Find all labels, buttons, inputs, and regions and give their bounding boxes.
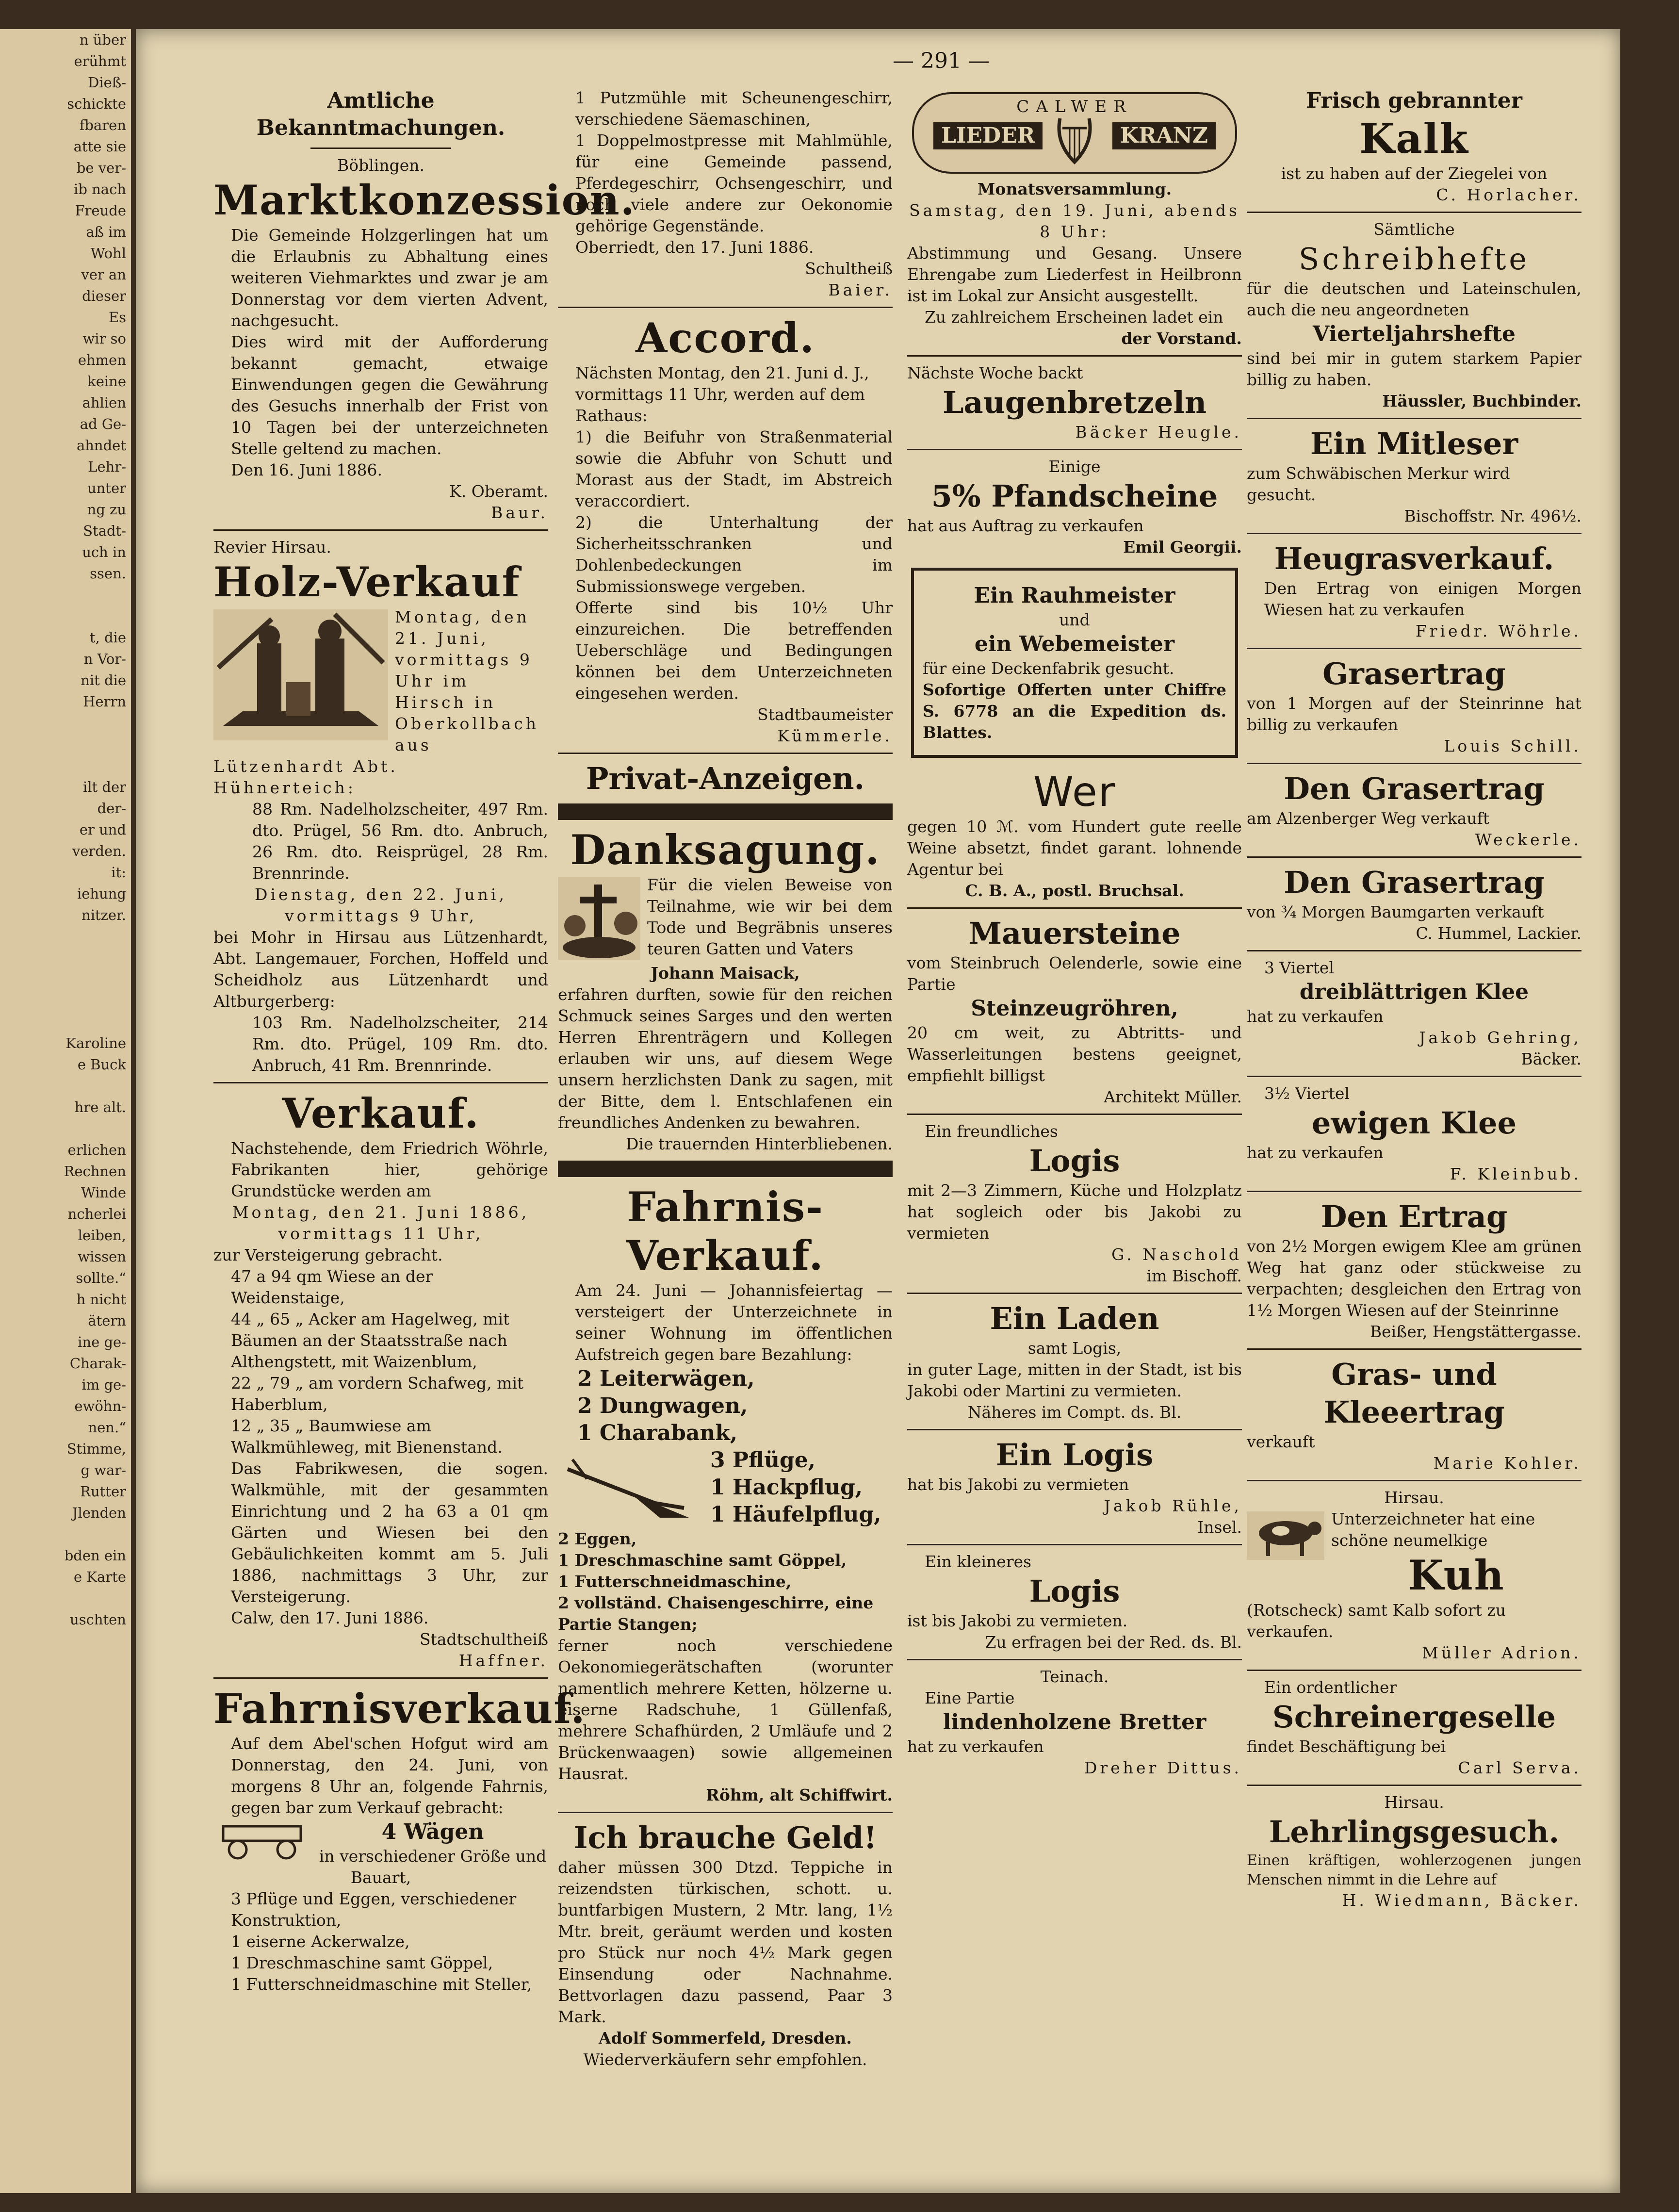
mauer-text: vom Steinbruch Oelenderle, sowie eine Partie (907, 953, 1242, 994)
markt-text-1: Die Gemeinde Holzgerlingen hat um die Erlaubnis zu Abhaltung eines weiteren Viehmarktes und zwar je am Donnerstag vor dem vierten Advent, nachgesucht. (231, 226, 548, 330)
ad-title-logis-3: Logis (1029, 1573, 1120, 1609)
left-fragment-line (0, 734, 131, 755)
verkauf-text: Nachstehende, dem Friedrich Wöhrle, Fabrikanten hier, gehörige Grundstücke werden am (231, 1139, 548, 1200)
left-fragment-line: ad Ge- (80, 416, 126, 432)
logis3-pre: Ein kleineres (925, 1552, 1032, 1571)
liederkranz-text2: Zu zahlreichem Erscheinen ladet ein (925, 308, 1223, 327)
box-title-1: Ein Rauhmeister (974, 583, 1175, 608)
holz-items: 88 Rm. Nadelholzscheiter, 497 Rm. dto. Prügel, 56 Rm. dto. Anbruch, 26 Rm. dto. Reisprügel, 28 Rm. Brennrinde. (252, 800, 548, 883)
left-fragment-line: unter (87, 480, 126, 496)
ad-title-schreinergeselle: Schreinergeselle (1272, 1699, 1556, 1735)
stein-text: 20 cm weit, zu Abtritts- und Wasserleitungen bestens geeignet, empfiehlt billigst (907, 1023, 1242, 1085)
left-fragment-line: Winde (81, 1184, 126, 1201)
markt-signature-office: K. Oberamt. (449, 482, 548, 501)
column-2 (558, 87, 893, 2070)
dank-signature: Die trauernden Hinterbliebenen. (625, 1134, 893, 1153)
heugras-text: Den Ertrag von einigen Morgen Wiesen hat zu verkaufen (1264, 579, 1581, 619)
fv-plough: 1 Häufelpflug, (710, 1502, 881, 1527)
fv-item-big: 2 Leiterwägen, (577, 1366, 755, 1391)
left-page-fragment (0, 29, 131, 2193)
klee2-text: hat zu verkaufen (1247, 1143, 1384, 1162)
gras2-text: am Alzenberger Weg verkauft (1247, 809, 1490, 828)
left-fragment-line: ib nach (74, 181, 126, 197)
kuh-signature: Müller Adrion. (1422, 1643, 1581, 1662)
holz-day2: Dienstag, den 22. Juni, vormittags 9 Uhr, (255, 885, 507, 925)
boxed-ad (911, 568, 1238, 758)
ad-title-schreibhefte: Schreibhefte (1298, 241, 1530, 277)
logo-right-text: KRANZ (1112, 122, 1216, 149)
liederkranz-title: Monatsversammlung. (977, 180, 1172, 198)
ad-title-grasertrag-1: Grasertrag (1322, 656, 1506, 691)
fahrnis-item: 1 Futterschneidmaschine mit Steller, (231, 1975, 532, 1994)
left-fragment-line: fbaren (79, 117, 126, 133)
ad-title-danksagung: Danksagung. (570, 826, 880, 874)
ad-title-lehrlingsgesuch: Lehrlingsgesuch. (1269, 1814, 1560, 1850)
left-fragment-line: nen.“ (88, 1419, 126, 1436)
fahrnis-cont-2: 1 Doppelmostpresse mit Mahlmühle, für eine Gemeinde passend, Pferdegeschirr, Ochsengeschirr, und noch viele andere zur Oekonomie gehörige Gegenstände. (575, 131, 893, 235)
fahrnis-wagons: 4 Wägen (381, 1819, 484, 1844)
left-fragment-line: keine (87, 373, 126, 390)
fahrnis-item: 1 Dreschmaschine samt Göppel, (231, 1953, 493, 1972)
left-fragment-line: e Buck (77, 1056, 126, 1073)
ad-title-klee-1: dreiblättrigen Klee (1299, 980, 1529, 1004)
left-fragment-line: der- (97, 800, 126, 817)
left-fragment-line: Charak- (69, 1355, 126, 1372)
ad-title-ertrag: Den Ertrag (1320, 1199, 1508, 1234)
ad-title-kalk-line1: Frisch gebrannter (1306, 88, 1522, 113)
left-fragment-line: Es (108, 309, 126, 326)
left-fragment-line: Wohl (90, 245, 126, 262)
newspaper-page (136, 29, 1620, 2193)
logis1-pre: Ein freundliches (925, 1122, 1058, 1141)
ad-title-klee-2: ewigen Klee (1311, 1105, 1517, 1141)
left-fragment-line: erlichen (67, 1142, 126, 1158)
left-fragment-line: Lehr- (88, 459, 126, 475)
left-fragment-line: nit die (81, 672, 126, 688)
left-fragment-line: im ge- (82, 1376, 126, 1393)
left-fragment-line: iehung (77, 885, 126, 902)
fahrnis-cont-1: 1 Putzmühle mit Scheunengeschirr, verschiedene Säemaschinen, (575, 88, 893, 129)
liederkranz-signature: der Vorstand. (1121, 329, 1242, 348)
left-fragment-line: h nicht (76, 1291, 126, 1308)
left-fragment-line (0, 1075, 131, 1097)
grave-cross-icon (558, 877, 640, 960)
left-fragment-line: t, die (89, 629, 126, 646)
markt-text-2: Dies wird mit der Aufforderung bekannt gemacht, etwaige Einwendungen gegen die Gewährung des Gesuchs innerhalb der Frist von 10 Tagen bei der unterzeichneten Stelle geltend zu machen. (231, 332, 548, 458)
dank-text2: erfahren durften, sowie für den reichen Schmuck seines Sarges und den werten Herren Ehrenträgern und Kollegen erlauben wir uns, auf diesem Wege unsern herzlichsten Dank zu sagen, mit der Bitte, dem l. Entschlafenen ein freundliches Andenken zu bewahren. (558, 985, 893, 1132)
stein-signature: Architekt Müller. (1104, 1087, 1242, 1106)
ad-title-wer: Wer (1033, 768, 1116, 816)
left-fragment-line (0, 584, 131, 606)
left-fragment-line: ahlien (82, 394, 126, 411)
logis1-text: mit 2—3 Zimmern, Küche und Holzplatz hat sogleich oder bis Jakobi zu vermieten (907, 1181, 1242, 1243)
ad-title-marktkonzession: Marktkonzession. (213, 176, 636, 224)
kalk-signature: C. Horlacher. (1436, 185, 1581, 204)
wagon-icon (213, 1821, 310, 1860)
left-fragment-line (0, 606, 131, 627)
column-4 (1247, 87, 1581, 1911)
ad-title-mitleser: Ein Mitleser (1310, 426, 1518, 461)
left-fragment-line: n Vor- (83, 651, 126, 667)
oberriedt-signature-name: Baier. (828, 280, 893, 299)
schreib-pre: Sämtliche (1373, 220, 1455, 239)
oberriedt-date: Oberriedt, den 17. Juni 1886. (575, 238, 814, 257)
left-fragment-line (0, 1524, 131, 1545)
liederkranz-date: Samstag, den 19. Juni, abends 8 Uhr: (909, 201, 1240, 241)
ad-title-pfandscheine: 5% Pfandscheine (931, 478, 1218, 514)
section-heading-private: Privat-Anzeigen. (586, 761, 865, 796)
klee2-pre: 3½ Viertel (1264, 1084, 1350, 1103)
pfand-pre: Einige (1048, 457, 1101, 476)
left-fragment-line: Jlenden (72, 1505, 126, 1521)
viertel-signature: Häussler, Buchbinder. (1382, 392, 1581, 410)
lyre-icon (1053, 114, 1096, 167)
divider-bar (558, 803, 893, 820)
dank-name: Johann Maisack, (651, 964, 800, 983)
left-fragment-line: erühmt (74, 53, 126, 69)
ad-title-mauersteine: Mauersteine (968, 916, 1181, 951)
heugras-signature: Friedr. Wöhrle. (1415, 622, 1581, 640)
left-fragment-line: uch in (82, 544, 126, 560)
schreiner-text: findet Beschäftigung bei (1247, 1737, 1446, 1756)
ertrag-text: von 2½ Morgen ewigem Klee am grünen Weg hat ganz oder stückweise zu verpachten; desgleichen den Ertrag von 1½ Morgen Wiesen auf der Steinrinne (1247, 1237, 1581, 1320)
left-fragment-line: ncherlei (67, 1206, 126, 1222)
left-fragment-line (0, 1118, 131, 1139)
left-fragment-line: hre alt. (74, 1099, 126, 1115)
fahrnis-sub: in verschiedener Größe und Bauart, (319, 1847, 547, 1887)
left-fragment-line: ilt der (82, 779, 126, 795)
ad-title-logis-2: Ein Logis (995, 1437, 1154, 1473)
left-fragment-line: Rechnen (64, 1163, 126, 1180)
left-fragment-line: Freude (75, 202, 126, 219)
fv-item2: 2 Eggen, (558, 1529, 637, 1548)
left-fragment-line: ehmen (78, 352, 126, 368)
column-3 (907, 87, 1242, 1779)
left-fragment-line (0, 926, 131, 947)
left-fragment-line: ahndet (76, 437, 126, 454)
left-fragment-line: ewöhn- (74, 1398, 126, 1414)
left-fragment-line: ng zu (87, 501, 126, 518)
wer-text: gegen 10 ℳ. vom Hundert gute reelle Weine absetzt, findet garant. lohnende Agentur bei (907, 817, 1242, 879)
logis3-text2: Zu erfragen bei der Red. ds. Bl. (985, 1633, 1242, 1652)
place-revier-hirsau: Revier Hirsau. (213, 538, 331, 557)
ad-title-laugenbretzeln: Laugenbretzeln (942, 385, 1207, 420)
verkauf-signature-name: Haffner. (458, 1651, 548, 1670)
fv-plough: 3 Pflüge, (710, 1448, 816, 1473)
ad-title-grasertrag-3: Den Grasertrag (1284, 865, 1545, 900)
page-number: — 291 — (893, 49, 990, 73)
ad-title-kalk: Kalk (1359, 115, 1469, 163)
bretter-pre: Eine Partie (925, 1688, 1015, 1707)
verkauf-text3: Das Fabrikwesen, die sogen. Walkmühle, mit der gesammten Einrichtung und 2 ha 63 a 01 qm Gärten und Wiesen bei den Gebäulichkeiten kommt am 5. Juli 1886, nachmittags 3 Uhr, zur Versteigerung. (231, 1459, 548, 1606)
box-text: für eine Deckenfabrik gesucht. (923, 659, 1174, 678)
verkauf-date2: Calw, den 17. Juni 1886. (231, 1608, 429, 1627)
klee1-signature: Jakob Gehring, (1419, 1028, 1581, 1047)
fv-plough: 1 Hackpflug, (710, 1475, 863, 1500)
place-boeblingen: Böblingen. (337, 156, 424, 175)
laden-text2: Näheres im Compt. ds. Bl. (967, 1403, 1182, 1422)
ad-title-holzverkauf: Holz-Verkauf (213, 558, 521, 606)
fv-item-big: 2 Dungwagen, (577, 1393, 748, 1418)
box-text2: Sofortige Offerten unter Chiffre S. 6778 an die Expedition ds. Blattes. (923, 680, 1226, 742)
fv-text: Am 24. Juni — Johannisfeiertag — versteigert der Unterzeichnete in seiner Wohnung im öffentlichen Aufstreich gegen bare Bezahlung: (575, 1281, 893, 1364)
geld-signature: Adolf Sommerfeld, Dresden. (599, 2029, 852, 2048)
left-fragment-line (0, 947, 131, 968)
verkauf-date: Montag, den 21. Juni 1886, vormittags 11 Uhr, (232, 1203, 530, 1243)
fv-item2: 1 Futterschneidmaschine, (558, 1572, 792, 1591)
woodcut-illustration-icon (213, 609, 388, 740)
left-fragment-line: Stimme, (66, 1441, 126, 1457)
box-title-2: ein Webemeister (974, 632, 1175, 656)
bretter-text: hat zu verkaufen (907, 1737, 1044, 1756)
geld-text: daher müssen 300 Dtzd. Teppiche in reizendsten türkischen, schott. u. buntfarbigen Mustern, 2 Mtr. lang, 1½ Mtr. breit, geräumt werden und kosten pro Stück nur noch 4½ Mark gegen Einsendung oder Nachnahme. Bettvorlagen dazu passend, Paar 3 Mark. (558, 1858, 893, 2026)
place-teinach: Teinach. (1040, 1667, 1109, 1686)
bretter-signature: Dreher Dittus. (1084, 1758, 1242, 1777)
ad-title-heugrasverkauf: Heugrasverkauf. (1274, 541, 1554, 576)
lehr-text: Einen kräftigen, wohlerzogenen jungen Menschen nimmt in die Lehre auf (1247, 1852, 1581, 1888)
fv-item2: 2 vollständ. Chaisengeschirre, eine Partie Stangen; (558, 1593, 874, 1634)
accord-signature-office: Stadtbaumeister (757, 705, 893, 724)
left-fragment-line (0, 968, 131, 990)
mitleser-text: zum Schwäbischen Merkur wird gesucht. (1247, 464, 1510, 504)
accord-signature-name: Kümmerle. (777, 726, 893, 745)
markt-date: Den 16. Juni 1886. (231, 460, 382, 479)
klee2-signature: F. Kleinbub. (1450, 1164, 1581, 1183)
ad-title-vierteljahrshefte: Vierteljahrshefte (1313, 322, 1516, 346)
holz-intro: Montag, den 21. Juni, vormittags 9 Uhr im Hirsch in Oberkollbach aus Lützenhardt Abt. Hühnerteich: (213, 607, 539, 797)
place-hirsau: Hirsau. (1384, 1488, 1444, 1507)
ad-title-fahrnisverkauf: Fahrnisverkauf. (213, 1685, 586, 1733)
left-fragment-line: sollte.“ (76, 1270, 126, 1286)
left-fragment-line (0, 990, 131, 1011)
accord-item: 2) die Unterhaltung der Sicherheitsschranken und Dohlenbedeckungen im Submissionswege vergeben. (575, 513, 893, 596)
ad-title-fahrnis-verkauf: Fahrnis-Verkauf. (626, 1183, 824, 1279)
left-fragment-line: dieser (82, 288, 126, 304)
klee1-text: hat zu verkaufen (1247, 1007, 1384, 1026)
left-fragment-line: bden ein (64, 1547, 126, 1564)
ertrag-signature: Beißer, Hengstättergasse. (1369, 1322, 1581, 1341)
left-fragment-line: wissen (78, 1248, 126, 1265)
fahrnis-item: 1 eiserne Ackerwalze, (231, 1932, 410, 1951)
schreib-text: für die deutschen und Lateinschulen, auch die neu angeordneten (1247, 279, 1581, 319)
oberriedt-signature-office: Schultheiß (805, 259, 893, 278)
cow-icon (1247, 1511, 1324, 1560)
laugen-signature: Bäcker Heugle. (1075, 423, 1242, 442)
gras1-text: von 1 Morgen auf der Steinrinne hat billig zu verkaufen (1247, 694, 1581, 734)
grasklee-text: verkauft (1247, 1432, 1315, 1451)
left-fragment-line: aß im (86, 224, 126, 240)
gras3-signature: C. Hummel, Lackier. (1416, 924, 1581, 943)
schreiner-pre: Ein ordentlicher (1264, 1678, 1397, 1697)
divider-bar (558, 1161, 893, 1177)
fahrnis-text: Auf dem Abel'schen Hofgut wird am Donnerstag, den 24. Juni, von morgens 8 Uhr an, folgende Fahrnis, gegen bar zum Verkauf gebracht: (231, 1734, 548, 1817)
left-fragment-line (0, 712, 131, 734)
logis1-signature-place: im Bischoff. (1146, 1266, 1242, 1285)
left-fragment-line (0, 1011, 131, 1032)
left-fragment-line: g war- (81, 1462, 126, 1478)
ad-title-logis-1: Logis (1029, 1143, 1120, 1179)
left-fragment-line: Karoline (65, 1035, 126, 1051)
fv-item-big: 1 Charabank, (577, 1421, 738, 1445)
left-fragment-line (0, 755, 131, 776)
left-fragment-line: ssen. (90, 565, 126, 582)
viertel-text: sind bei mir in gutem starkem Papier billig zu haben. (1247, 349, 1581, 389)
left-fragment-line: n über (79, 32, 126, 48)
left-fragment-line: e Karte (73, 1569, 126, 1585)
grasklee-signature: Marie Kohler. (1433, 1454, 1581, 1473)
plough-icon (558, 1450, 703, 1523)
holz-items2: 103 Rm. Nadelholzscheiter, 214 Rm. dto. Prügel, 109 Rm. dto. Anbruch, 41 Rm. Brennrinde. (252, 1013, 548, 1075)
left-fragment-line (0, 1588, 131, 1609)
left-fragment-line: it: (111, 864, 126, 881)
ad-title-laden: Ein Laden (990, 1301, 1159, 1336)
verkauf-item: 12 „ 35 „ Baumwiese am Walkmühleweg, mit Bienenstand. (231, 1416, 503, 1457)
logis3-text: ist bis Jakobi zu vermieten. (907, 1611, 1128, 1630)
laden-sub: samt Logis, (1027, 1339, 1122, 1358)
pfand-signature: Emil Georgii. (1123, 538, 1242, 557)
logis1-signature: G. Naschold (1111, 1245, 1242, 1264)
kalk-text: ist zu haben auf der Ziegelei von (1281, 164, 1548, 183)
logis2-signature: Jakob Rühle, (1104, 1496, 1242, 1515)
verkauf-text2: zur Versteigerung gebracht. (213, 1245, 443, 1264)
liederkranz-text: Abstimmung und Gesang. Unsere Ehrengabe zum Liederfest in Heilbronn ist im Lokal zur Ansicht ausgestellt. (907, 244, 1242, 305)
left-fragment-line: be ver- (76, 160, 126, 176)
logis2-signature-place: Insel. (1197, 1518, 1242, 1537)
left-fragment-line: er und (79, 821, 126, 838)
mitleser-signature: Bischoffstr. Nr. 496½. (1404, 507, 1581, 525)
klee1-signature-trade: Bäcker. (1521, 1049, 1581, 1068)
left-fragment-line: Stadt- (83, 523, 126, 539)
ad-title-verkauf: Verkauf. (282, 1089, 480, 1137)
markt-signature-name: Baur. (491, 503, 548, 522)
kuh-text2: (Rotscheck) samt Kalb sofort zu verkaufen. (1247, 1601, 1506, 1641)
left-fragment-line: ine ge- (78, 1334, 126, 1350)
ad-title-geld: Ich brauche Geld! (573, 1820, 877, 1855)
left-fragment-line: uschten (70, 1611, 126, 1628)
ad-title-grasertrag-2: Den Grasertrag (1284, 771, 1545, 806)
left-fragment-line: verden. (72, 843, 126, 859)
verkauf-item: 22 „ 79 „ am vordern Schafweg, mit Haberblum, (231, 1374, 524, 1414)
fv-signature: Röhm, alt Schiffwirt. (706, 1786, 893, 1804)
ad-title-bretter: lindenholzene Bretter (943, 1710, 1206, 1735)
geld-end: Wiederverkäufern sehr empfohlen. (583, 2050, 867, 2069)
ad-title-steinzeugroehren: Steinzeugröhren, (971, 996, 1178, 1021)
accord-text: Nächsten Montag, den 21. Juni d. J., vormittags 11 Uhr, werden auf dem Rathaus: (575, 363, 869, 425)
left-fragment-line: wir so (82, 330, 126, 347)
place-hirsau-2: Hirsau. (1384, 1793, 1444, 1812)
left-fragment-line: ver an (81, 266, 126, 283)
wer-signature: C. B. A., postl. Bruchsal. (965, 881, 1184, 900)
dank-text: Für die vielen Beweise von Teilnahme, wie wir bei dem Tode und Begräbnis unseres teuren Gatten und Vaters (647, 875, 893, 958)
verkauf-item: 44 „ 65 „ Acker am Hagelweg, mit Bäumen an der Staatsstraße nach Althengstett, mit Waizenblum, (231, 1310, 510, 1371)
left-fragment-line: ätern (88, 1312, 126, 1329)
left-fragment-line: Rutter (80, 1483, 126, 1500)
schreiner-signature: Carl Serva. (1458, 1758, 1581, 1777)
fv-item2: 1 Dreschmaschine samt Göppel, (558, 1551, 847, 1570)
box-und: und (1059, 610, 1090, 629)
ad-title-kuh: Kuh (1408, 1551, 1505, 1599)
left-fragment-line: leiben, (78, 1227, 126, 1244)
fahrnis-item: 3 Pflüge und Eggen, verschiedener Konstruktion, (231, 1889, 517, 1930)
verkauf-signature-office: Stadtschultheiß (419, 1630, 548, 1649)
gras2-signature: Weckerle. (1475, 830, 1581, 849)
logis2-text: hat bis Jakobi zu vermieten (907, 1475, 1129, 1494)
gras3-text: von ¾ Morgen Baumgarten verkauft (1247, 902, 1544, 921)
logo-left-text: LIEDER (933, 122, 1043, 149)
section-heading-official: Amtliche Bekanntmachungen. (256, 88, 505, 140)
left-fragment-line: nitzer. (82, 907, 126, 923)
kuh-text: Unterzeichneter hat eine schöne neumelkige (1331, 1509, 1535, 1550)
ad-title-accord: Accord. (636, 314, 815, 362)
klee1-pre: 3 Viertel (1264, 958, 1334, 977)
accord-item: 1) die Beifuhr von Straßenmaterial sowie die Abfuhr von Schutt und Morast aus der Stadt, im Abstreich veraccordiert. (575, 427, 893, 510)
logo-top-text: CALWER (1016, 97, 1133, 116)
laden-text: in guter Lage, mitten in der Stadt, ist bis Jakobi oder Martini zu vermieten. (907, 1360, 1242, 1400)
pfand-text: hat aus Auftrag zu verkaufen (907, 516, 1144, 535)
left-fragment-line: Dieß- (88, 74, 126, 91)
accord-text2: Offerte sind bis 10½ Uhr einzureichen. Die betreffenden Ueberschläge und Bedingungen können bei dem Unterzeichneten eingesehen werden. (575, 598, 893, 703)
verkauf-item: 47 a 94 qm Wiese an der Weidenstaige, (231, 1267, 433, 1307)
ad-title-gras-klee: Gras- und Kleeertrag (1323, 1357, 1505, 1430)
liederkranz-logo (912, 92, 1237, 174)
lehr-signature: H. Wiedmann, Bäcker. (1342, 1891, 1581, 1910)
gras1-signature: Louis Schill. (1444, 737, 1581, 755)
holz-text2: bei Mohr in Hirsau aus Lützenhardt, Abt. Langemauer, Forchen, Hoffeld und Scheidholz aus Lützenhardt und Altburgerberg: (213, 928, 548, 1011)
left-fragment-line: schickte (67, 96, 126, 112)
fv-text2: ferner noch verschiedene Oekonomiegerätschaften (worunter namentlich mehrere Ketten, hölzerne u. eiserne Radschuhe, 1 Güllenfaß, mehrere Schafhürden, 2 Umläufe und 2 Brückenwaagen) sowie allgemeinen Hausrat. (558, 1636, 893, 1783)
left-fragment-line: atte sie (73, 138, 126, 155)
left-fragment-line: Herrn (83, 693, 126, 710)
laugen-pre: Nächste Woche backt (907, 363, 1083, 382)
